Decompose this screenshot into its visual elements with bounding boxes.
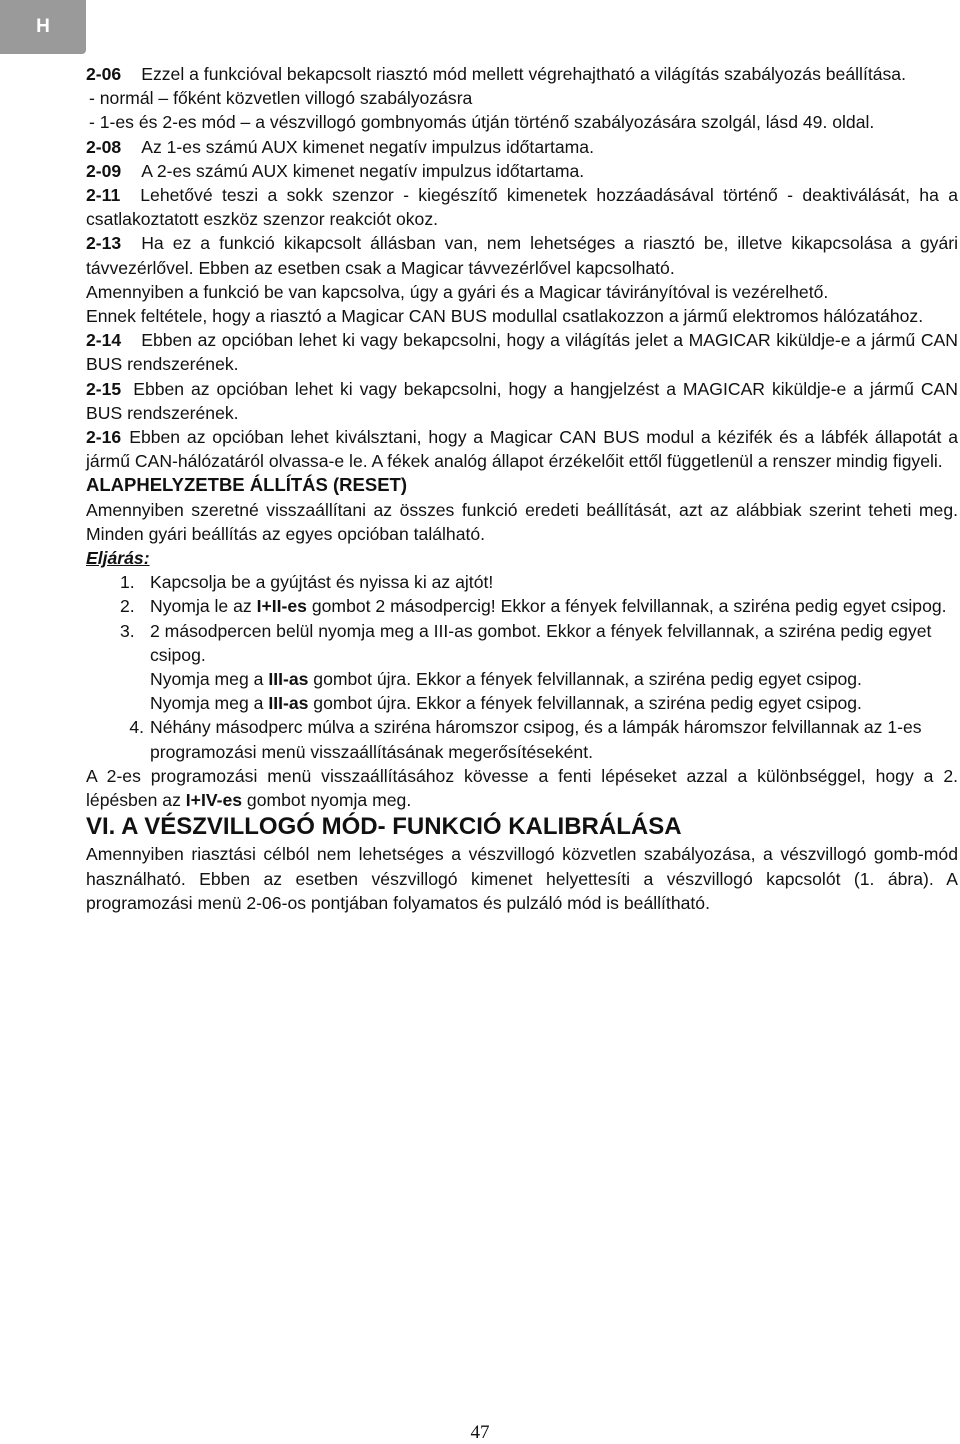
step-text: 2 másodpercen belül nyomja meg a III-as gombot. Ekkor a fények felvillannak, a sziréna pedig egyet csipog. (150, 620, 932, 665)
step-text: Nyomja meg a (150, 669, 269, 690)
section-vi-heading: VI. A VÉSZVILLOGÓ MÓD- FUNKCIÓ KALIBRÁLÁSA (86, 813, 682, 841)
option-code: 2-11 (86, 185, 121, 206)
mode-line-hazard: - 1-es és 2-es mód – a vészvillogó gombnyomás útján történő szabályozására szolgál, lásd 49. oldal. (89, 112, 875, 133)
option-code: 2-13 (86, 233, 122, 254)
option-code: 2-14 (86, 330, 122, 351)
step-number: 4. (129, 717, 144, 738)
option-2-13-note: Amennyiben a funkció be van kapcsolva, úgy a gyári és a Magicar távirányítóval is vezérelhető. (86, 281, 829, 302)
option-2-13 (86, 231, 958, 279)
step-text: gombot újra. Ekkor a fények felvillannak, a sziréna pedig egyet csipog. (308, 693, 862, 714)
option-code: 2-15 (86, 378, 122, 399)
page-number: 47 (470, 1422, 490, 1443)
step-1 (120, 570, 958, 594)
reset-steps (86, 570, 958, 764)
step-4 (129, 715, 958, 763)
step-number: 2. (120, 596, 135, 617)
option-code: 2-16 (86, 427, 122, 448)
step-text: gombot 2 másodpercig! Ekkor a fények felvillannak, a sziréna pedig egyet csipog. (306, 596, 947, 617)
step-text: gombot újra. Ekkor a fények felvillannak, a sziréna pedig egyet csipog. (308, 669, 862, 690)
document-body (86, 62, 958, 915)
button-combo: I+II-es (256, 596, 307, 617)
option-text: Ha ez a funkció kikapcsolt állásban van, nem lehetséges a riasztó be, illetve kikapcsolása a gyári távvezérlővel. Ebben az esetben csak a Magicar távvezérlővel kapcsolható. (86, 233, 958, 278)
option-text: Ezzel a funkcióval bekapcsolt riasztó mód mellett végrehajtható a világítás szabályozás beállítása. (141, 64, 906, 84)
option-text: Ebben az opcióban lehet ki vagy bekapcsolni, hogy a hangjelzést a MAGICAR kiküldje-e a jármű CAN BUS rendszerének. (86, 378, 958, 423)
option-2-11 (86, 183, 958, 231)
section-vi-text: Amennyiben riasztási célból nem lehetséges a vészvillogó közvetlen szabályozása, a vészvillogó gomb-mód használható. Ebben az esetben vészvillogó kimenet helyettesíti a vészvillogó kapcsolót (1. ábra). A programozási menü 2-06-os pontjában folyamatos és pulzáló mód is beállítható. (86, 844, 958, 913)
language-badge: H (0, 0, 86, 54)
option-text: A 2-es számú AUX kimenet negatív impulzus időtartama. (141, 160, 585, 181)
mode-line-normal: - normál – főként közvetlen villogó szabályozásra (89, 88, 473, 109)
step-3 (120, 619, 958, 667)
step-3-repeat-1 (150, 667, 958, 691)
step-number: 3. (120, 620, 135, 641)
option-text: Az 1-es számú AUX kimenet negatív impulzus időtartama. (141, 136, 594, 157)
option-code: 2-08 (86, 136, 122, 157)
option-2-13-condition: Ennek feltétele, hogy a riasztó a Magicar CAN BUS modullal csatlakozzon a jármű elektromos hálózatához. (86, 306, 924, 327)
outro-text: gombot nyomja meg. (242, 790, 412, 811)
option-code: 2-09 (86, 160, 122, 181)
option-text: Ebben az opcióban lehet ki vagy bekapcsolni, hogy a világítás jelet a MAGICAR kiküldje-e a jármű CAN BUS rendszerének. (86, 330, 958, 375)
step-text: Néhány másodperc múlva a sziréna háromszor csipog, és a lámpák háromszor felvillannak az 1-es programozási menü visszaállításának megerősítéseként. (150, 717, 922, 762)
procedure-label: Eljárás: (86, 548, 150, 569)
reset-outro (86, 764, 958, 812)
option-2-09 (86, 159, 958, 183)
option-2-16 (86, 425, 958, 473)
step-3-repeat-2 (150, 691, 958, 715)
option-text: Lehetővé teszi a sokk szenzor - kiegészítő kimenetek hozzáadásával történő - deaktiválását, ha a csatlakoztatott eszköz szenzor reakciót okoz. (86, 185, 958, 230)
outro-text: A 2-es programozási menü visszaállításához kövesse a fenti lépéseket azzal a különbséggel, hogy a 2. lépésben az (86, 765, 958, 811)
step-number: 1. (120, 572, 135, 593)
step-text: Nyomja meg a (150, 693, 269, 714)
option-2-06 (86, 62, 958, 86)
option-2-15 (86, 377, 958, 425)
option-2-08 (86, 135, 958, 159)
reset-heading: ALAPHELYZETBE ÁLLÍTÁS (RESET) (86, 474, 408, 496)
step-text: Nyomja le az (150, 596, 257, 617)
option-2-14 (86, 328, 958, 376)
button-combo: I+IV-es (185, 790, 243, 811)
option-text: Ebben az opcióban lehet kiválsztani, hogy a Magicar CAN BUS modul a kézifék és a lábfék állapotát a jármű CAN-hálózatáról olvassa-e le. A fékek analóg állapot érzékelőit ettől függetlenül a renszer mindig figyeli. (86, 427, 958, 472)
option-code: 2-06 (86, 64, 122, 84)
button-combo: III-as (268, 693, 309, 714)
reset-intro: Amennyiben szeretné visszaállítani az összes funkció eredeti beállítását, azt az alábbiak szerint teheti meg. Minden gyári beállítás az egyes opcióban található. (86, 499, 958, 544)
button-combo: III-as (268, 669, 309, 690)
step-2 (120, 594, 958, 618)
step-text: Kapcsolja be a gyújtást és nyissa ki az ajtót! (150, 572, 494, 593)
